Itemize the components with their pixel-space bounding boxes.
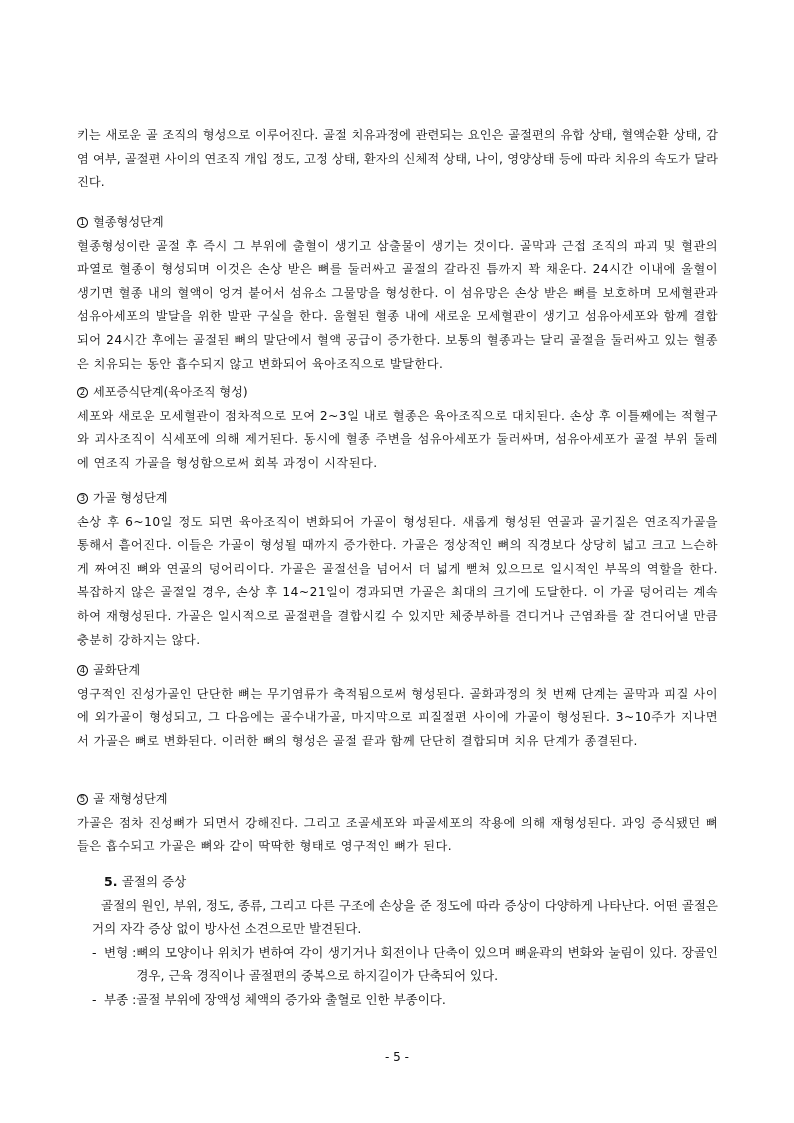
stage-1-heading: [77, 211, 718, 235]
stage-5-heading: [77, 788, 718, 812]
symptom-item-swelling: - 부종 : 골절 부위에 장액성 체액의 증가와 출혈로 인한 부종이다.: [92, 988, 718, 1012]
stage-2-title: 세포증식단계(육아조직 형성): [93, 385, 248, 399]
stage-3-heading: [77, 487, 718, 511]
page-number: - 5 -: [385, 1050, 409, 1064]
section-5-title: 골절의 증상: [121, 874, 187, 889]
symptom-item-deformity: - 변형 : 뼈의 모양이나 위치가 변하여 각이 생기거나 회전이나 단축이 있으며 뼈윤곽의 변화와 눌림이 있다. 장골인 경우, 근육 경직이나 골절편의 중복으로 하지길이가 단축되어 있다.: [92, 941, 718, 988]
stage-5-title: 골 재형성단계: [93, 792, 168, 806]
intro-paragraph-block: [77, 124, 718, 195]
stage-4-title: 골화단계: [93, 663, 141, 677]
stage-4: [77, 659, 718, 753]
symptom-description: 뼈의 모양이나 위치가 변하여 각이 생기거나 회전이나 단축이 있으며 뼈윤곽의 변화와 눌림이 있다. 장골인 경우, 근육 경직이나 골절편의 중복으로 하지길이가 단축되어 있다.: [136, 944, 718, 984]
section-5-number: 5.: [104, 874, 118, 889]
circled-number-3: 3: [77, 493, 88, 504]
section-5-heading: [92, 870, 718, 894]
stage-2: [77, 381, 718, 475]
stage-2-heading: [77, 381, 718, 405]
stage-2-body: 세포와 새로운 모세혈관이 점차적으로 모여 2~3일 내로 혈종은 육아조직으로 대치된다. 손상 후 이틀째에는 적혈구와 괴사조직이 식세포에 의해 제거된다. 동시에 혈종 주변을 섬유아세포가 둘러싸며, 섬유아세포가 골절 부위 둘레에 연조직 가골을 형성함으로써 회복 과정이 시작된다.: [77, 408, 718, 470]
circled-number-5: 5: [77, 794, 88, 805]
circled-number-1: 1: [77, 217, 88, 228]
section-5: [92, 870, 718, 1012]
stage-1-title: 혈종형성단계: [93, 215, 164, 229]
intro-paragraph: 키는 새로운 골 조직의 형성으로 이루어진다. 골절 치유과정에 관련되는 요인은 골절편의 유합 상태, 혈액순환 상태, 감염 여부, 골절편 사이의 연조직 개입 정도, 고정 상태, 환자의 신체적 상태, 나이, 영양상태 등에 따라 치유의 속도가 달라진다.: [77, 128, 718, 190]
stage-1-body: 혈종형성이란 골절 후 즉시 그 부위에 출혈이 생기고 삼출물이 생기는 것이다. 골막과 근접 조직의 파괴 및 혈관의 파열로 혈종이 형성되며 이것은 손상 받은 뼈를 둘러싸고 골절의 갈라진 틈까지 꽉 채운다. 24시간 이내에 울혈이 생기면 혈종 내의 혈액이 엉겨 붙어서 섬유소 그물망을 형성한다. 이 섬유망은 손상 받은 뼈를 보호하며 모세혈관과 섬유아세포의 발달을 위한 발판 구실을 한다. 울혈된 혈종 내에 새로운 모세혈관이 생기고 섬유아세포와 함께 결합되어 24시간 후에는 골절된 뼈의 말단에서 혈액 공급이 증가한다. 보통의 혈종과는 달리 골절을 둘러싸고 있는 혈종은 치유되는 동안 흡수되지 않고 변화되어 육아조직으로 발달한다.: [77, 238, 718, 371]
stage-5: [77, 788, 718, 859]
stage-1: [77, 211, 718, 376]
stage-5-body: 가골은 점차 진성뼈가 되면서 강해진다. 그리고 조골세포와 파골세포의 작용에 의해 재형성된다. 과잉 증식됐던 뼈들은 흡수되고 가골은 뼈와 같이 딱딱한 형태로 영구적인 뼈가 된다.: [77, 815, 718, 854]
stage-4-heading: [77, 659, 718, 683]
symptom-term: 변형 :: [104, 944, 137, 960]
stage-4-body: 영구적인 진성가골인 단단한 뼈는 무기염류가 축적됨으로써 형성된다. 골화과정의 첫 번째 단계는 골막과 피질 사이에 외가골이 형성되고, 그 다음에는 골수내가골, 마지막으로 피질절편 사이에 가골이 형성된다. 3~10주가 지나면서 가골은 뼈로 변화된다. 이러한 뼈의 형성은 골절 끝과 함께 단단히 결합되며 치유 단계가 종결된다.: [77, 686, 718, 748]
stage-3-body: 손상 후 6~10일 정도 되면 육아조직이 변화되어 가골이 형성된다. 새롭게 형성된 연골과 골기질은 연조직가골을 통해서 흩어진다. 이들은 가골이 형성될 때까지 증가한다. 가골은 정상적인 뼈의 직경보다 상당히 넓고 크고 느슨하게 짜여진 뼈와 연골의 덩어리이다. 가골은 골절선을 넘어서 더 넓게 뻗쳐 있으므로 일시적인 부목의 역할을 한다. 복잡하지 않은 골절일 경우, 손상 후 14~21일이 경과되면 가골은 최대의 크기에 도달한다. 이 가골 덩어리는 계속하여 재형성된다. 가골은 일시적으로 골절편을 결합시킬 수 있지만 체중부하를 견디거나 근염좌를 잘 견디어낼 만큼 충분히 강하지는 않다.: [77, 514, 718, 647]
circled-number-2: 2: [77, 387, 88, 398]
symptom-term: 부종 :: [104, 991, 137, 1007]
stage-3: [77, 487, 718, 652]
symptom-description: 골절 부위에 장액성 체액의 증가와 출혈로 인한 부종이다.: [136, 991, 446, 1007]
stage-3-title: 가골 형성단계: [93, 491, 168, 505]
section-5-intro: 골절의 원인, 부위, 정도, 종류, 그리고 다른 구조에 손상을 준 정도에 따라 증상이 다양하게 나타난다. 어떤 골절은 거의 자각 증상 없이 방사선 소견으로만 발견된다.: [92, 897, 718, 937]
circled-number-4: 4: [77, 665, 88, 676]
